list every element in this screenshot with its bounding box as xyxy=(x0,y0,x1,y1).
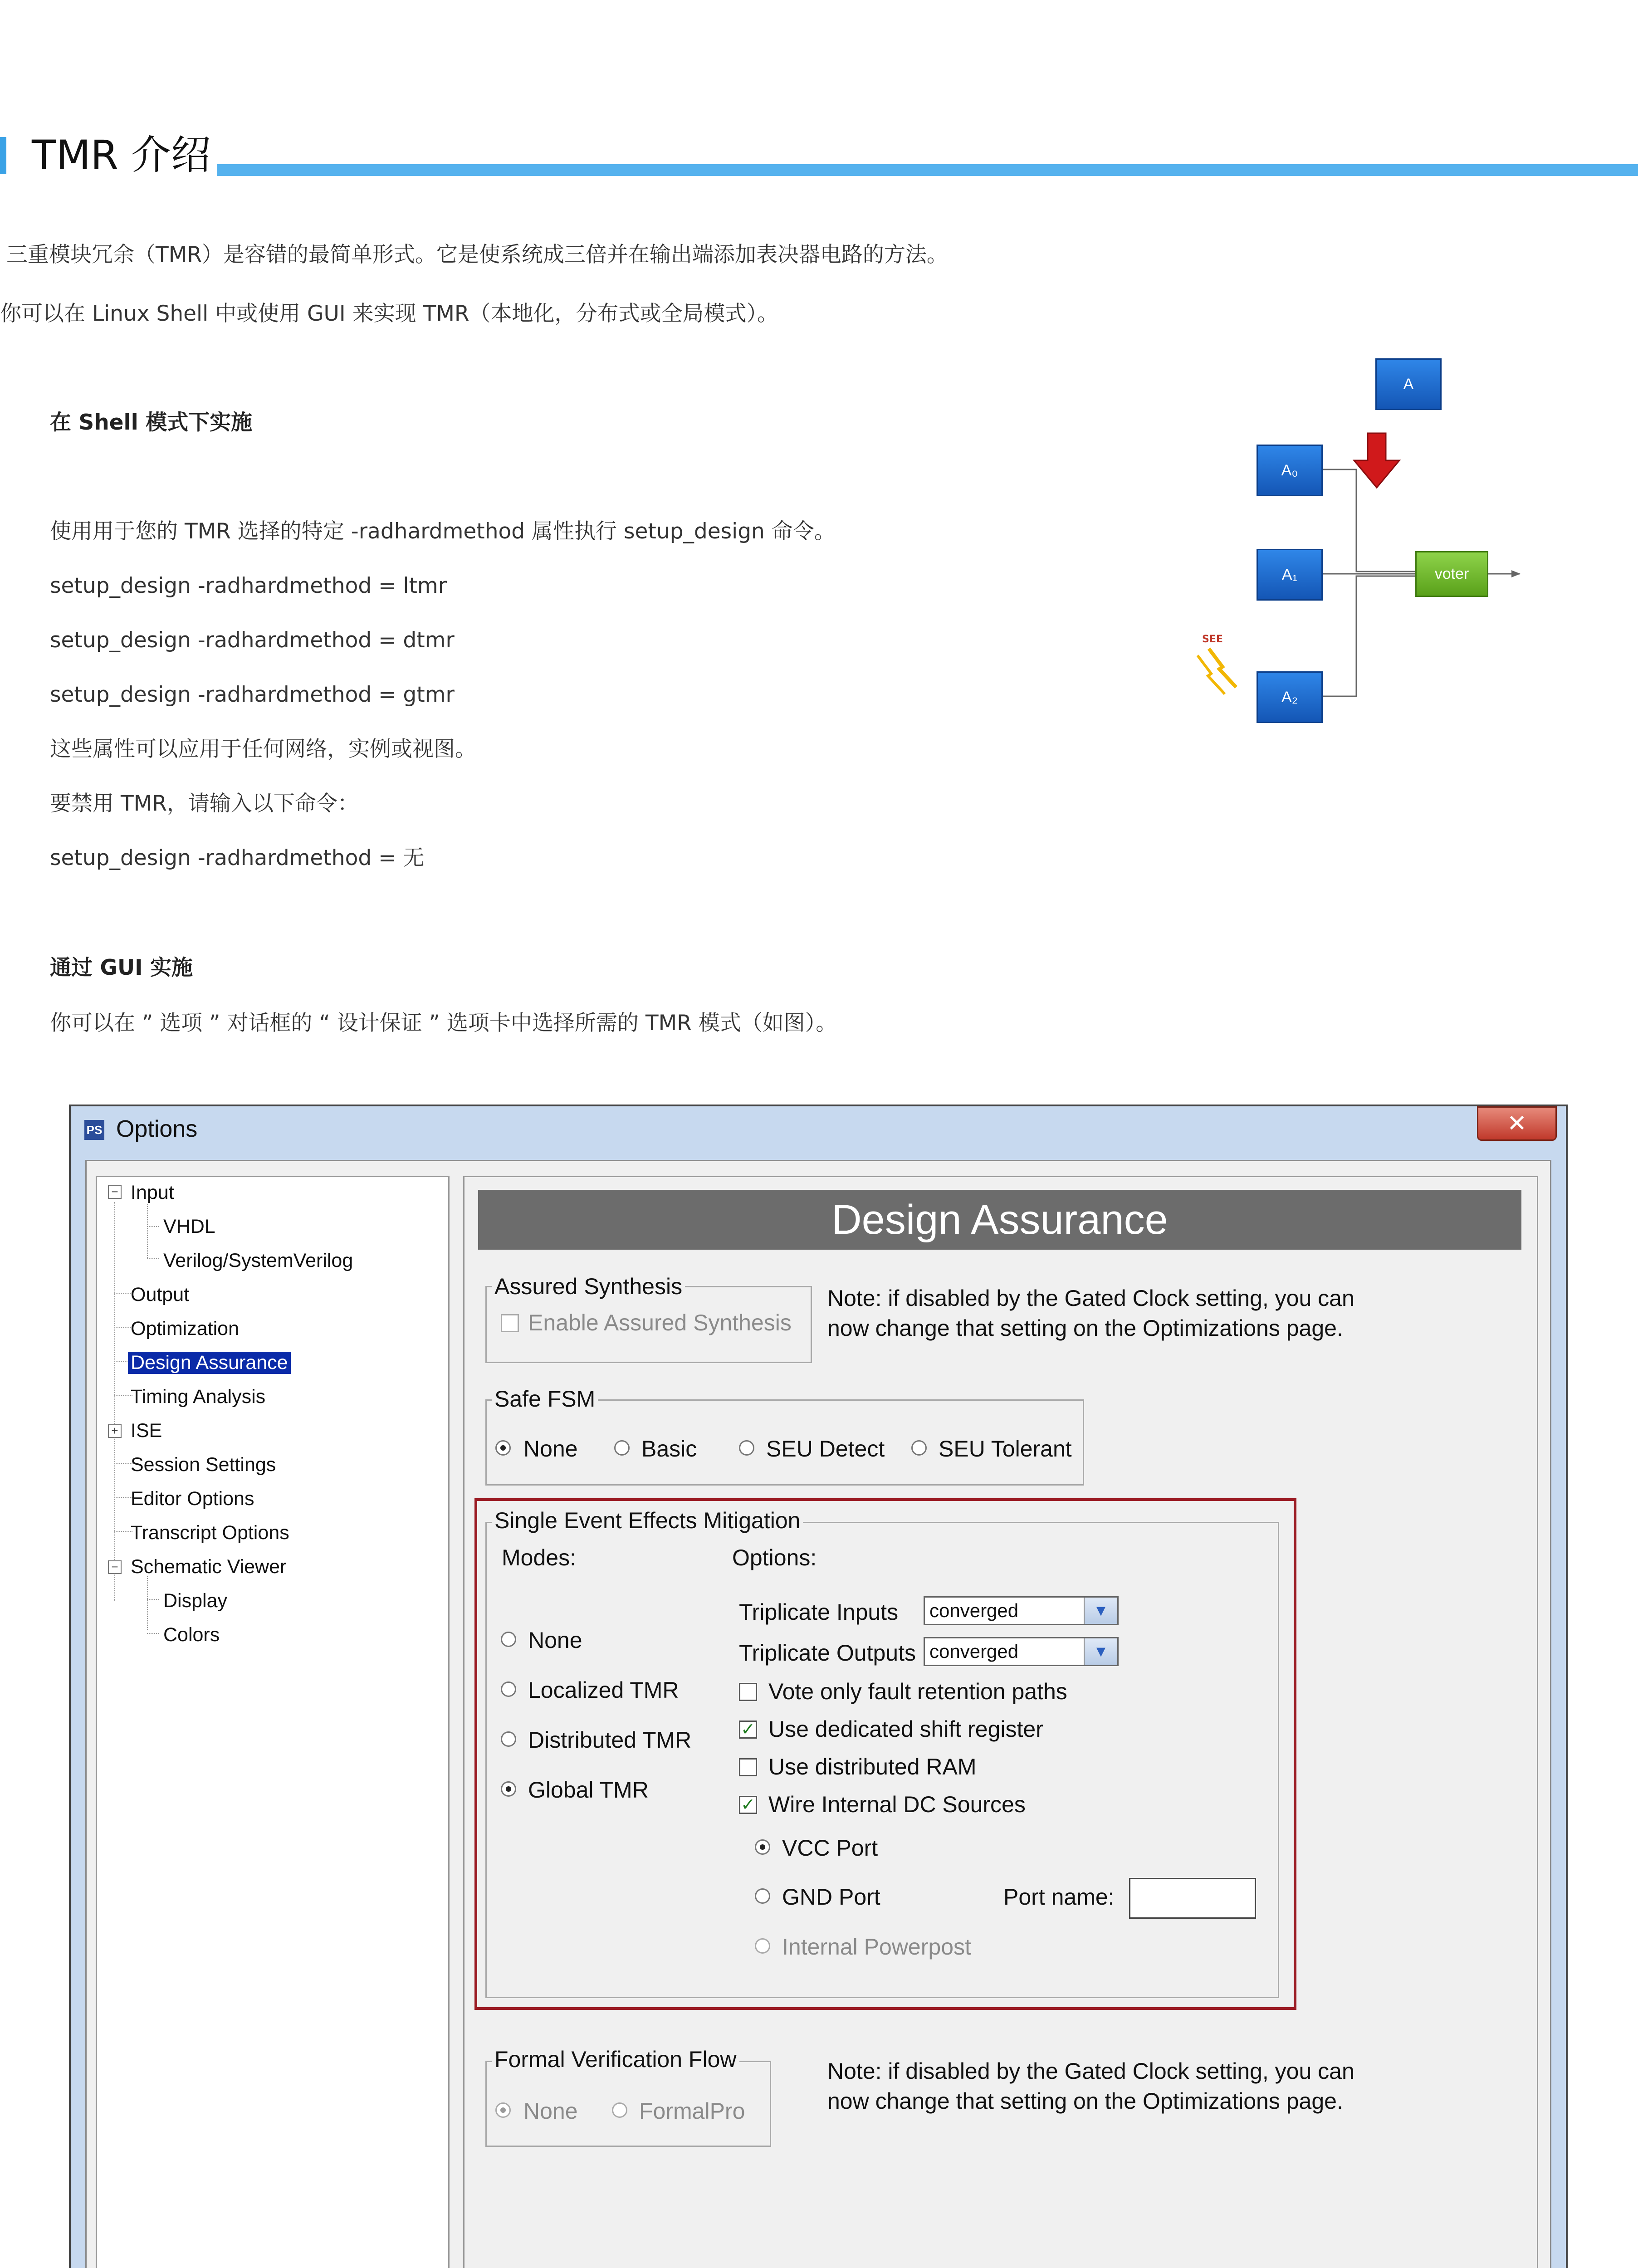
tmr-diagram xyxy=(1188,354,1542,726)
seem-label: Single Event Effects Mitigation xyxy=(492,1507,803,1534)
shift-register-checkbox[interactable]: ✓ xyxy=(739,1721,757,1739)
mode-global-tmr-radio[interactable] xyxy=(501,1781,516,1797)
wire-dc-label: Wire Internal DC Sources xyxy=(768,1792,1026,1817)
formal-none-radio[interactable] xyxy=(495,2102,511,2118)
triplicate-inputs-value: converged xyxy=(929,1600,1019,1621)
wire-dc-checkbox[interactable]: ✓ xyxy=(739,1796,757,1814)
enable-assured-synthesis-checkbox[interactable] xyxy=(501,1314,519,1332)
tmr-diagram-wires xyxy=(1188,354,1542,726)
tree-item-colors[interactable]: Colors xyxy=(163,1624,220,1646)
shell-command-ltmr: setup_design -radhardmethod = ltmr xyxy=(50,573,447,598)
triplicate-inputs-select[interactable] xyxy=(924,1596,1119,1625)
voter-block: voter xyxy=(1415,551,1488,597)
shell-attr-note: 这些属性可以应用于任何网络，实例或视图。 xyxy=(50,737,476,762)
tree-item-design-assurance[interactable]: Design Assurance xyxy=(128,1352,291,1374)
assured-synthesis-label: Assured Synthesis xyxy=(492,1273,685,1300)
safe-fsm-none-radio[interactable] xyxy=(495,1440,511,1456)
safe-fsm-seu-detect-radio[interactable] xyxy=(739,1440,754,1456)
section-accent-bar xyxy=(0,137,6,174)
panel-header: Design Assurance xyxy=(478,1190,1521,1250)
chevron-down-icon[interactable]: ▼ xyxy=(1084,1598,1117,1624)
block-a: A xyxy=(1375,358,1442,410)
section-divider xyxy=(217,164,1638,176)
safe-fsm-seu-tolerant-radio[interactable] xyxy=(911,1440,927,1456)
intro-paragraph-1: 三重模块冗余（TMR）是容错的最简单形式。它是使系统成三倍并在输出端添加表决器电路的方法。 xyxy=(6,242,948,267)
tree-item-input[interactable]: Input xyxy=(131,1182,174,1203)
shell-heading: 在 Shell 模式下实施 xyxy=(50,410,253,435)
dialog-body xyxy=(85,1160,1551,2268)
internal-powerpost-radio[interactable] xyxy=(755,1938,770,1954)
block-a2: A₂ xyxy=(1257,671,1323,723)
formal-verification-label: Formal Verification Flow xyxy=(492,2046,739,2072)
expand-input-icon[interactable]: − xyxy=(108,1185,122,1199)
internal-powerpost-label: Internal Powerpost xyxy=(782,1934,971,1960)
gui-heading: 通过 GUI 实施 xyxy=(50,955,193,980)
tree-item-optimization[interactable]: Optimization xyxy=(131,1318,239,1339)
tree-item-timing-analysis[interactable]: Timing Analysis xyxy=(131,1386,266,1408)
block-a0: A₀ xyxy=(1257,445,1323,496)
mode-distributed-tmr-radio[interactable] xyxy=(501,1731,516,1747)
gnd-port-label: GND Port xyxy=(782,1884,880,1910)
vote-only-label: Vote only fault retention paths xyxy=(768,1679,1067,1704)
tree-item-ise[interactable]: ISE xyxy=(131,1420,162,1442)
vcc-port-radio[interactable] xyxy=(755,1839,770,1855)
mode-global-tmr-label: Global TMR xyxy=(528,1777,649,1803)
mode-none-label: None xyxy=(528,1628,582,1653)
formal-note-line-2: now change that setting on the Optimizations page. xyxy=(827,2088,1343,2114)
expand-ise-icon[interactable]: + xyxy=(108,1424,122,1438)
triplicate-outputs-label: Triplicate Outputs xyxy=(739,1640,916,1666)
shell-command-dtmr: setup_design -radhardmethod = dtmr xyxy=(50,628,455,653)
safe-fsm-basic-label: Basic xyxy=(641,1436,697,1461)
tree-item-schematic-viewer[interactable]: Schematic Viewer xyxy=(131,1556,287,1578)
options-tree xyxy=(96,1176,450,2268)
expand-schematic-icon[interactable]: − xyxy=(108,1560,122,1574)
mode-none-radio[interactable] xyxy=(501,1632,516,1647)
safe-fsm-seu-detect-label: SEU Detect xyxy=(766,1436,885,1461)
mode-localized-tmr-radio[interactable] xyxy=(501,1681,516,1697)
formal-note-line-1: Note: if disabled by the Gated Clock setting, you can xyxy=(827,2058,1354,2084)
tree-item-verilog[interactable]: Verilog/SystemVerilog xyxy=(163,1250,353,1271)
chevron-down-icon[interactable]: ▼ xyxy=(1084,1638,1117,1665)
safe-fsm-label: Safe FSM xyxy=(492,1386,598,1412)
intro-paragraph-2: 你可以在 Linux Shell 中或使用 GUI 来实现 TMR（本地化，分布式或全局模式）。 xyxy=(0,301,779,326)
shell-command-none: setup_design -radhardmethod = 无 xyxy=(50,846,425,870)
assured-note-line-2: now change that setting on the Optimizations page. xyxy=(827,1315,1343,1341)
close-button[interactable]: ✕ xyxy=(1477,1106,1557,1141)
tree-item-editor-options[interactable]: Editor Options xyxy=(131,1488,254,1510)
tree-item-transcript-options[interactable]: Transcript Options xyxy=(131,1522,289,1544)
tree-item-output[interactable]: Output xyxy=(131,1284,190,1305)
formalpro-label: FormalPro xyxy=(639,2098,745,2124)
vcc-port-label: VCC Port xyxy=(782,1835,878,1861)
shift-register-label: Use dedicated shift register xyxy=(768,1716,1043,1742)
modes-label: Modes: xyxy=(502,1545,576,1570)
distributed-ram-label: Use distributed RAM xyxy=(768,1754,977,1779)
mode-localized-tmr-label: Localized TMR xyxy=(528,1677,679,1703)
gui-paragraph: 你可以在 ” 选项 ” 对话框的 “ 设计保证 ” 选项卡中选择所需的 TMR 模式（如图）。 xyxy=(50,1011,837,1036)
block-a1: A₁ xyxy=(1257,549,1323,601)
triplicate-outputs-select[interactable] xyxy=(924,1637,1119,1666)
safe-fsm-none-label: None xyxy=(523,1436,578,1461)
port-name-input[interactable] xyxy=(1129,1878,1256,1919)
gnd-port-radio[interactable] xyxy=(755,1888,770,1904)
formalpro-radio[interactable] xyxy=(612,2102,627,2118)
dialog-title: Options xyxy=(116,1116,198,1142)
mode-distributed-tmr-label: Distributed TMR xyxy=(528,1727,692,1753)
safe-fsm-basic-radio[interactable] xyxy=(614,1440,630,1456)
assured-note-line-1: Note: if disabled by the Gated Clock setting, you can xyxy=(827,1286,1354,1311)
tree-item-vhdl[interactable]: VHDL xyxy=(163,1216,215,1237)
triplicate-outputs-value: converged xyxy=(929,1641,1019,1662)
app-icon: PS xyxy=(84,1120,104,1140)
tree-item-session-settings[interactable]: Session Settings xyxy=(131,1454,276,1476)
options-dialog xyxy=(69,1105,1568,2268)
tree-item-display[interactable]: Display xyxy=(163,1590,227,1612)
safe-fsm-seu-tolerant-label: SEU Tolerant xyxy=(939,1436,1072,1461)
options-label: Options: xyxy=(732,1545,817,1570)
enable-assured-synthesis-label: Enable Assured Synthesis xyxy=(528,1310,792,1335)
shell-command-gtmr: setup_design -radhardmethod = gtmr xyxy=(50,682,455,707)
see-label: SEE xyxy=(1202,634,1223,645)
shell-disable-note: 要禁用 TMR，请输入以下命令： xyxy=(50,791,359,816)
shell-paragraph: 使用用于您的 TMR 选择的特定 -radhardmethod 属性执行 setup_design 命令。 xyxy=(50,519,836,544)
formal-none-label: None xyxy=(523,2098,578,2124)
distributed-ram-checkbox[interactable] xyxy=(739,1758,757,1776)
design-assurance-panel xyxy=(463,1176,1538,2268)
vote-only-checkbox[interactable] xyxy=(739,1683,757,1701)
port-name-label: Port name: xyxy=(1003,1884,1115,1910)
section-title-tmr-intro: TMR 介绍 xyxy=(32,132,211,178)
triplicate-inputs-label: Triplicate Inputs xyxy=(739,1599,899,1625)
